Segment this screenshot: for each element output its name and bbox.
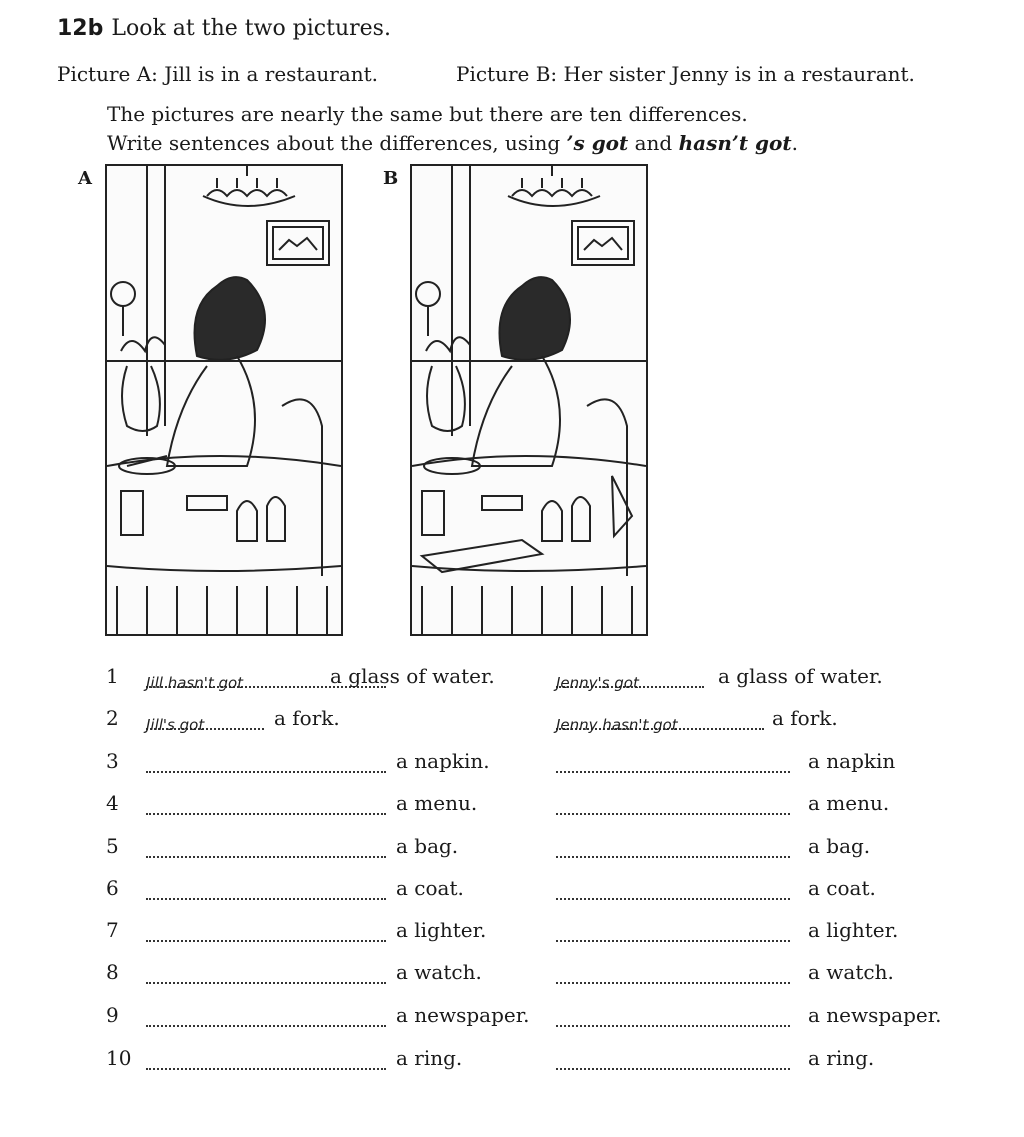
object-label-a: a fork. xyxy=(274,706,340,730)
row-number: 2 xyxy=(106,706,119,730)
answer-blank-b[interactable] xyxy=(556,749,790,773)
picture-b-label: B xyxy=(383,168,399,189)
object-label-a: a menu. xyxy=(396,791,478,815)
answer-blank-b[interactable] xyxy=(556,1003,790,1027)
answer-blank-b[interactable] xyxy=(556,918,790,942)
answer-row xyxy=(0,791,1024,821)
row-number: 5 xyxy=(106,834,119,858)
row-number: 9 xyxy=(106,1003,119,1027)
answer-blank-a[interactable] xyxy=(146,1003,386,1027)
exercise-title: Look at the two pictures. xyxy=(111,16,391,41)
row-number: 4 xyxy=(106,791,119,815)
answer-blank-a[interactable] xyxy=(146,918,386,942)
row-number: 10 xyxy=(106,1046,132,1070)
answer-blank-a[interactable] xyxy=(146,876,386,900)
object-label-a: a napkin. xyxy=(396,749,490,773)
answer-blank-b[interactable] xyxy=(556,960,790,984)
row-number: 3 xyxy=(106,749,119,773)
object-label-a: a watch. xyxy=(396,960,482,984)
object-label-a: a lighter. xyxy=(396,918,487,942)
answer-blank-a[interactable] xyxy=(146,834,386,858)
instruction-line-2 xyxy=(107,131,798,155)
answer-blank-a[interactable] xyxy=(146,1046,386,1070)
restaurant-illustration-a xyxy=(107,166,341,634)
object-label-b: a coat. xyxy=(808,876,876,900)
object-label-b: a watch. xyxy=(808,960,894,984)
answer-row xyxy=(0,749,1024,779)
answer-row xyxy=(0,834,1024,864)
object-label-b: a newspaper. xyxy=(808,1003,942,1027)
object-label-b: a ring. xyxy=(808,1046,875,1070)
object-label-b: a menu. xyxy=(808,791,890,815)
answer-row xyxy=(0,706,1024,736)
object-label-a: a coat. xyxy=(396,876,464,900)
object-label-a: a ring. xyxy=(396,1046,463,1070)
picture-b-description: Picture B: Her sister Jenny is in a restaurant. xyxy=(456,62,915,86)
answer-row xyxy=(0,664,1024,694)
picture-a-description: Picture A: Jill is in a restaurant. xyxy=(57,62,379,86)
answer-row xyxy=(0,1046,1024,1076)
instruction-got-term: ’s got xyxy=(566,131,629,155)
answer-blank-b[interactable] xyxy=(556,791,790,815)
object-label-b: a lighter. xyxy=(808,918,899,942)
row-number: 6 xyxy=(106,876,119,900)
object-label-b: a fork. xyxy=(772,706,838,730)
object-label-a: a glass of water. xyxy=(330,664,495,688)
instruction-text: Write sentences about the differences, using xyxy=(107,131,567,155)
answer-row xyxy=(0,960,1024,990)
answer-blank-b[interactable] xyxy=(556,1046,790,1070)
answer-text-a: Jill's got xyxy=(146,716,205,734)
answer-row xyxy=(0,876,1024,906)
row-number: 7 xyxy=(106,918,119,942)
object-label-b: a napkin xyxy=(808,749,896,773)
row-number: 8 xyxy=(106,960,119,984)
object-label-a: a bag. xyxy=(396,834,459,858)
picture-a xyxy=(105,164,343,636)
answer-row xyxy=(0,918,1024,948)
answer-blank-a[interactable] xyxy=(146,960,386,984)
answer-blank-a[interactable] xyxy=(146,749,386,773)
answer-blank-a[interactable] xyxy=(146,791,386,815)
answer-text-b: Jenny's got xyxy=(556,674,639,692)
restaurant-illustration-b xyxy=(412,166,646,634)
instruction-text: . xyxy=(791,131,798,155)
object-label-a: a newspaper. xyxy=(396,1003,530,1027)
row-number: 1 xyxy=(106,664,119,688)
answer-text-b: Jenny hasn't got xyxy=(556,716,678,734)
answer-blank-b[interactable] xyxy=(556,876,790,900)
answer-text-a: Jill hasn't got xyxy=(146,674,244,692)
object-label-b: a bag. xyxy=(808,834,871,858)
picture-b xyxy=(410,164,648,636)
answer-blank-b[interactable] xyxy=(556,834,790,858)
instruction-line-1: The pictures are nearly the same but there are ten differences. xyxy=(107,102,748,126)
object-label-b: a glass of water. xyxy=(718,664,883,688)
instruction-hasnt-term: hasn’t got xyxy=(678,131,792,155)
exercise-number: 12b xyxy=(57,16,104,41)
exercise-heading xyxy=(57,16,391,41)
answer-row xyxy=(0,1003,1024,1033)
picture-a-label: A xyxy=(78,168,92,189)
instruction-text: and xyxy=(628,131,679,155)
